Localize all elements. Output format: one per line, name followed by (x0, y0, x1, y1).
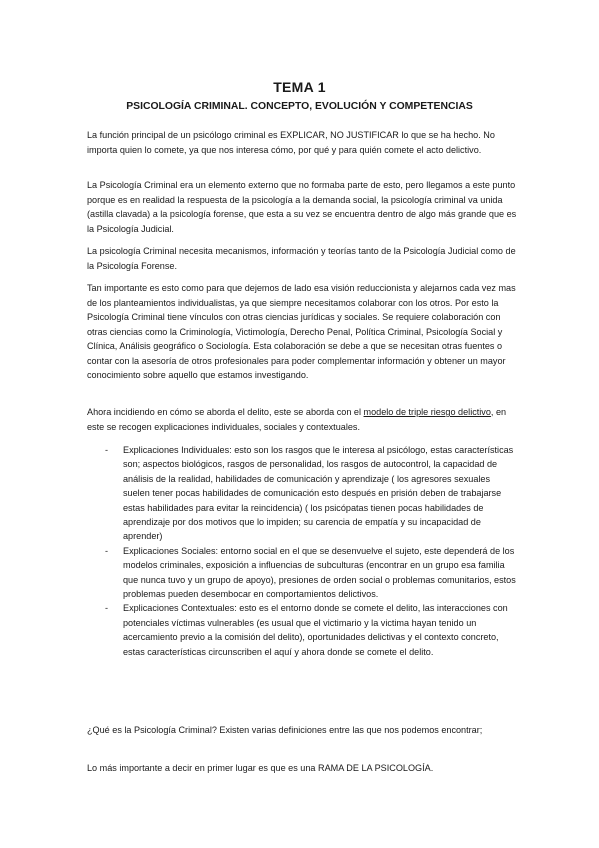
bullet-social: Explicaciones Sociales: entorno social en el que se desenvuelve el sujeto, este dependerá de los modelos criminales, exposición a influencias de subculturas (encontrar en un grupo esa familia que nunca tuvo y un grupo de apoyo), presiones de orden social o problemas comunitarios, estos problemas pueden desembocar en comportamientos delictivos. (123, 545, 516, 600)
explanations-list (105, 443, 517, 659)
triple-risk-intro: Ahora incidiendo en cómo se aborda el delito, este se aborda con el (87, 407, 364, 417)
paragraph-mechanisms: La psicología Criminal necesita mecanismos, información y teorías tanto de la Psicología Judicial como de la Psicología Forense. (87, 246, 516, 271)
bullet-dash: - (105, 545, 109, 556)
triple-risk-outro: , en este se recogen explicaciones individuales, sociales y contextuales. (87, 407, 507, 432)
page-title: TEMA 1 (273, 79, 326, 95)
triple-risk-model-link: modelo de triple riesgo delictivo (363, 407, 491, 417)
paragraph-collaboration: Tan importante es esto como para que dejemos de lado esa visión reduccionista y alejarnos cada vez mas de los planteamientos individualistas, ya que siempre necesitamos colaborar con los otros. Por esto la Psicología Criminal tiene vínculos con otras ciencias jurídicas y sociales. Se requiere colaboración con otras ciencias como la Criminología, Victimología, Derecho Penal, Política Criminal, Psicología Social y Clínica, Análisis geográfico o Sociología. Esta colaboración se debe a que se necesitan otras fuentes o contar con la asesoría de otros profesionales para poder complementar información y obtener un mayor conocimiento sobre aquello que estamos investigando. (87, 283, 516, 380)
paragraph-closing: Lo más importante a decir en primer lugar es que es una RAMA DE LA PSICOLOGÍA. (87, 763, 434, 773)
paragraph-origin: La Psicología Criminal era un elemento externo que no formaba parte de esto, pero llegamos a este punto porque es en realidad la respuesta de la psicología a la demanda social, la psicología criminal va unida (astilla clavada) a la psicología forense, que esta a su vez se encuentra dentro de algo más grande que es la Psicología Judicial. (87, 180, 517, 234)
list-item (105, 544, 517, 602)
bullet-contextual: Explicaciones Contextuales: esto es el entorno donde se comete el delito, las interacciones con potenciales víctimas vulnerables (es usual que el victimario y la victima hayan tenido un acercamiento previo a la comisión del delito), oportunidades delictivas y el contexto concreto, estas características circunscriben el aquí y ahora donde se comete el delito. (123, 603, 508, 657)
page-subtitle: PSICOLOGÍA CRIMINAL. CONCEPTO, EVOLUCIÓN Y COMPETENCIAS (126, 101, 473, 112)
paragraph-triple-risk (87, 405, 517, 434)
bullet-dash: - (105, 603, 109, 614)
list-item (105, 601, 517, 659)
bullet-dash: - (105, 445, 109, 455)
paragraph-question: ¿Qué es la Psicología Criminal? Existen varias definiciones entre las que nos podemos encontrar; (87, 725, 483, 735)
list-item (105, 443, 517, 544)
bullet-individual: Explicaciones Individuales: esto son los rasgos que le interesa al psicólogo, estas características son; aspectos biológicos, rasgos de personalidad, los rasgos de autocontrol, la capacidad de análisis de la realidad, habilidades de comunicación y aprendizaje ( los agresores sexuales suelen tener pocas habilidades de comunicación esto después en prisión deben de trabajarse estas habilidades para evitar la reincidencia) ( los psicópatas tienen pocas habilidades de aprendizaje por dos motivos que lo impiden; su carencia de empatía y su incapacidad de aprender) (123, 445, 514, 542)
paragraph-function: La función principal de un psicólogo criminal es EXPLICAR, NO JUSTIFICAR lo que se ha hecho. No importa quien lo comete, ya que nos interesa cómo, por qué y para quién comete el acto delictivo. (87, 130, 495, 155)
